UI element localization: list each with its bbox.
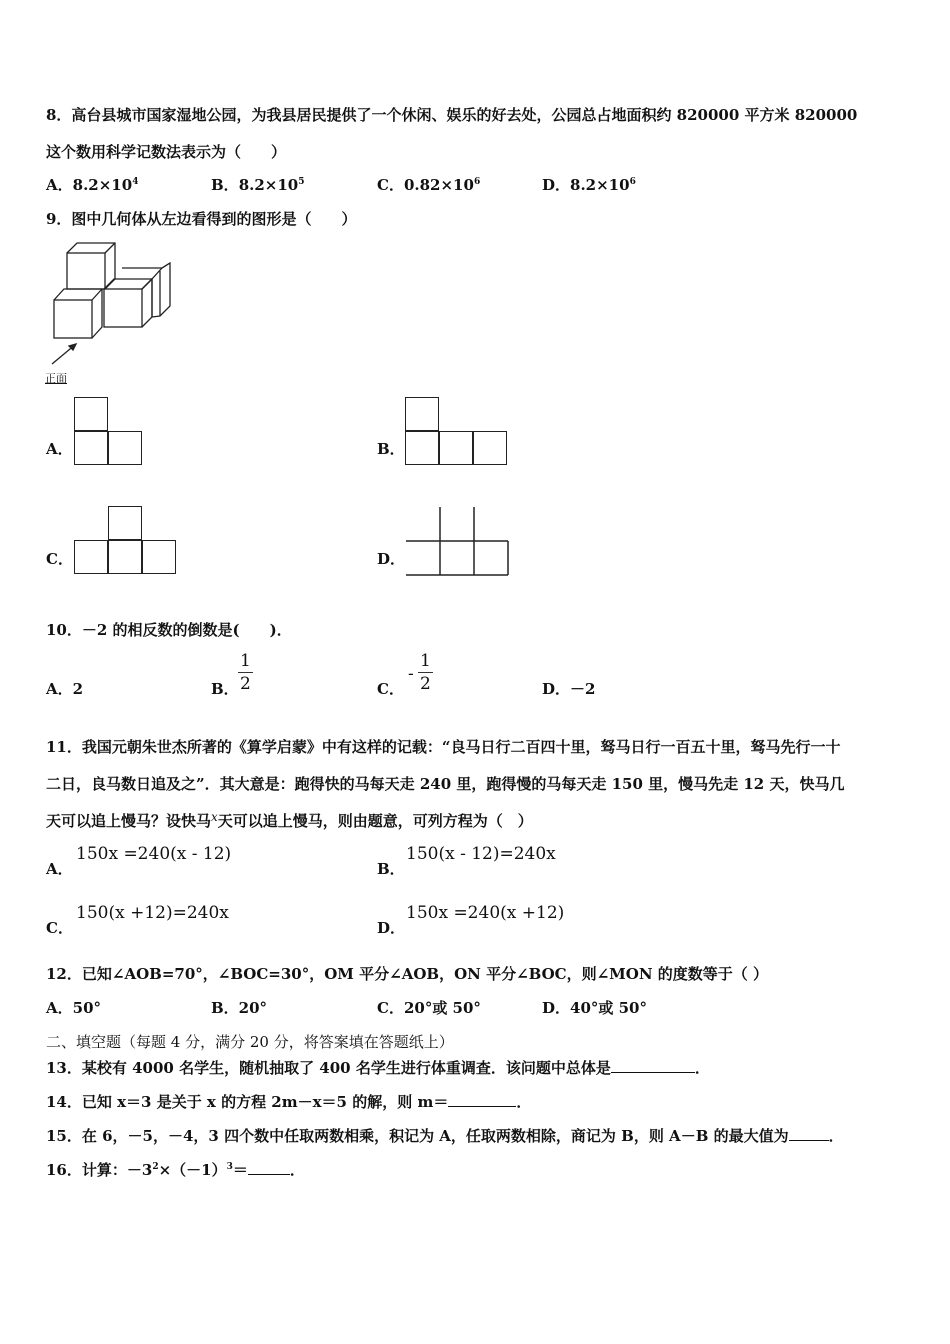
q11-option-b-equation: 150(x - 12)=240x bbox=[406, 844, 556, 864]
q14-answer-blank[interactable] bbox=[448, 1092, 516, 1107]
q9-option-a-label[interactable]: A． bbox=[46, 440, 73, 458]
q8-option-b[interactable]: B．$8.2\times 10^5$ bbox=[211, 176, 305, 194]
front-view-label: 正面 bbox=[45, 372, 67, 385]
q8-stem-line2: 这个数用科学记数法表示为（ ） bbox=[46, 143, 287, 161]
q9-option-c-label[interactable]: C． bbox=[46, 550, 73, 568]
q11-option-c-label[interactable]: C． bbox=[46, 919, 73, 937]
q12-option-b[interactable]: B．20° bbox=[211, 999, 268, 1017]
q11-option-d-label[interactable]: D． bbox=[377, 919, 406, 937]
cube-figure bbox=[42, 236, 177, 386]
q12-option-d[interactable]: D．40°或 50° bbox=[542, 999, 647, 1017]
q16-answer-blank[interactable] bbox=[248, 1160, 290, 1175]
q8-option-a[interactable]: A．$8.2\times 10^4$ bbox=[46, 176, 139, 194]
q8-option-d[interactable]: D．$8.2\times 10^6$ bbox=[542, 176, 636, 194]
section-2-heading: 二、填空题（每题 4 分，满分 20 分，将答案填在答题纸上） bbox=[46, 1033, 454, 1051]
q9-option-d-label[interactable]: D． bbox=[377, 550, 406, 568]
q12-option-c[interactable]: C．20°或 50° bbox=[377, 999, 481, 1017]
q10-option-b-fraction: 1 2 bbox=[240, 651, 251, 694]
q11-stem-line2: 二日，良马数日追及之”．其大意是：跑得快的马每天走 240 里，跑得慢的马每天走 150 里，慢马先走 12 天，快马几 bbox=[46, 775, 845, 793]
q10-option-c-sign: - bbox=[408, 664, 414, 684]
q10-option-b-label[interactable]: B． bbox=[211, 680, 239, 698]
q10-stem: 10．－2 的相反数的倒数是( )． bbox=[46, 621, 292, 639]
q16: 16．计算：$-3^2\times(-1)^3=$ ． bbox=[46, 1161, 305, 1179]
q11-option-b-label[interactable]: B． bbox=[377, 860, 405, 878]
q10-option-c-label[interactable]: C． bbox=[377, 680, 404, 698]
q8-option-c[interactable]: C．$0.82\times 10^6$ bbox=[377, 176, 481, 194]
q9-option-d-figure[interactable] bbox=[404, 505, 514, 580]
q14: 14．已知 x＝3 是关于 x 的方程 2m－x＝5 的解，则 m＝ ． bbox=[46, 1093, 532, 1111]
q12-stem: 12．已知∠AOB=70°，∠BOC=30°，OM 平分∠AOB，ON 平分∠BOC，则∠MON 的度数等于（ ） bbox=[46, 965, 769, 983]
q10-option-d[interactable]: D．－2 bbox=[542, 680, 596, 698]
q15-answer-blank[interactable] bbox=[789, 1126, 829, 1141]
q9-stem: 9．图中几何体从左边看得到的图形是（ ） bbox=[46, 210, 357, 228]
q10-option-a[interactable]: A．2 bbox=[46, 680, 84, 698]
q11-stem-line3: 天可以追上慢马？设快马$^x$天可以追上慢马，则由题意，可列方程为（ ） bbox=[46, 810, 533, 830]
q13-answer-blank[interactable] bbox=[611, 1058, 695, 1073]
q8-stem-line1: 8．高台县城市国家湿地公园，为我县居民提供了一个休闲、娱乐的好去处，公园总占地面积约 820000 平方米 820000 bbox=[46, 106, 858, 124]
q10-option-c-fraction: 1 2 bbox=[420, 651, 431, 694]
q13: 13．某校有 4000 名学生，随机抽取了 400 名学生进行体重调查．该问题中总体是 ． bbox=[46, 1059, 710, 1077]
q11-option-a-equation: 150x =240(x - 12) bbox=[76, 844, 232, 864]
q11-option-a-label[interactable]: A． bbox=[46, 860, 73, 878]
q15: 15．在 6，－5，－4，3 四个数中任取两数相乘，积记为 A，任取两数相除，商记为 B，则 A－B 的最大值为 ． bbox=[46, 1127, 844, 1145]
q11-stem-line1: 11．我国元朝朱世杰所著的《算学启蒙》中有这样的记载：“良马日行二百四十里，驽马日行一百五十里，驽马先行一十 bbox=[46, 738, 841, 756]
q11-option-c-equation: 150(x +12)=240x bbox=[76, 903, 229, 923]
q12-option-a[interactable]: A．50° bbox=[46, 999, 102, 1017]
q11-option-d-equation: 150x =240(x +12) bbox=[406, 903, 565, 923]
q9-option-b-label[interactable]: B． bbox=[377, 440, 405, 458]
